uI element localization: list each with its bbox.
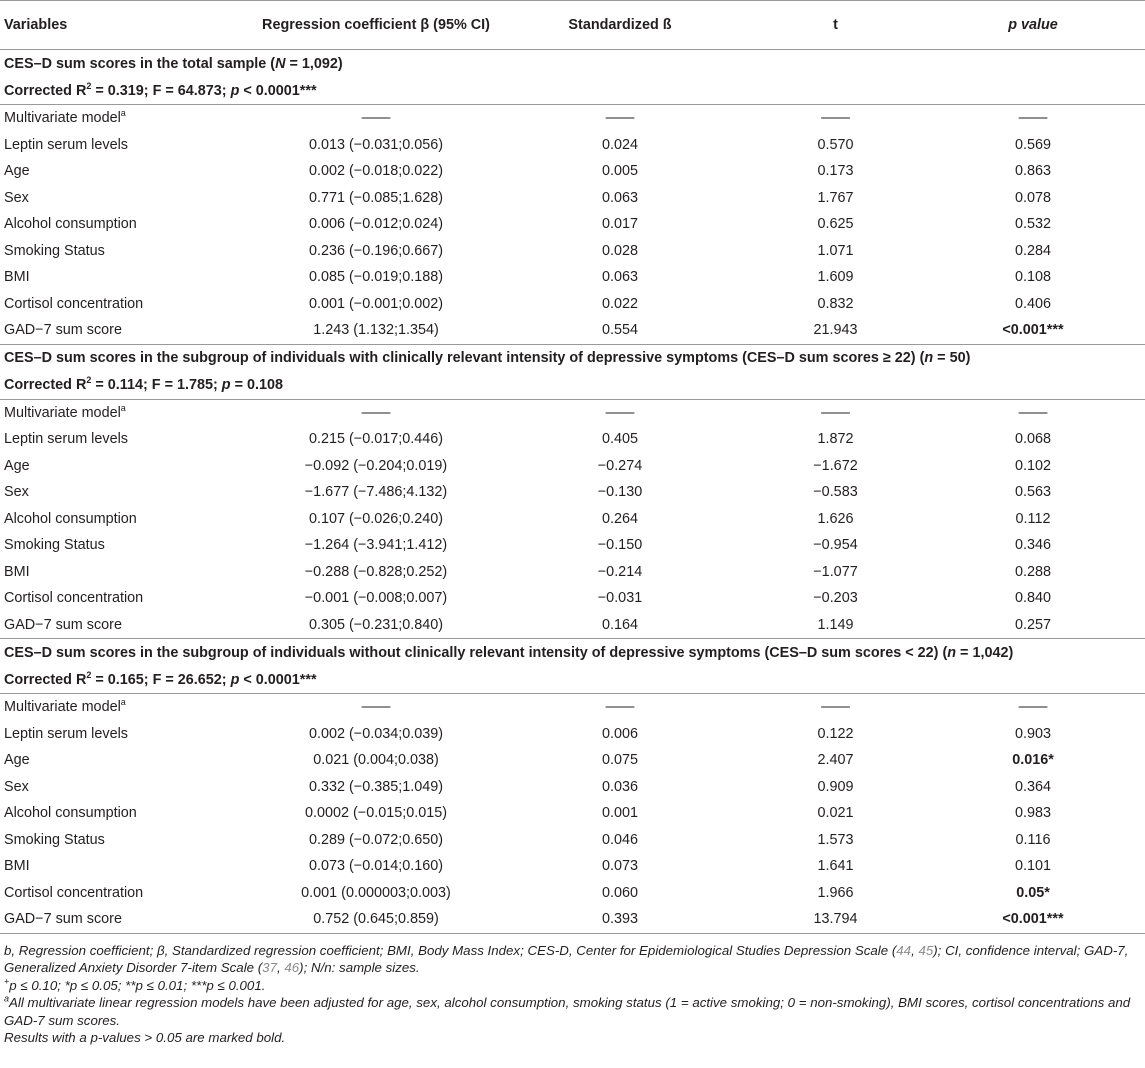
cell-p-value: 0.346 xyxy=(1014,537,1051,554)
cell-t: 0.122 xyxy=(817,725,854,742)
cell-coefficient: 0.289 (−0.072;0.650) xyxy=(308,831,444,848)
cell-t: 1.966 xyxy=(817,884,854,901)
cell-p-value: 0.983 xyxy=(1014,805,1051,822)
cell-p-value: 0.903 xyxy=(1014,725,1051,742)
cell-p-value: 0.101 xyxy=(1014,858,1051,875)
cell-t: —— xyxy=(821,699,850,716)
cell-p-value: 0.112 xyxy=(1015,510,1051,527)
cell-coefficient: —— xyxy=(361,110,391,127)
cell-p-value: 0.563 xyxy=(1014,484,1051,501)
cell-variable: Alcohol consumption xyxy=(4,216,137,233)
table-row xyxy=(0,185,1145,212)
cell-variable: Sex xyxy=(4,778,29,795)
cell-standardized: 0.036 xyxy=(601,778,638,795)
cell-p-value: 0.288 xyxy=(1014,563,1051,580)
cell-coefficient: 0.013 (−0.031;0.056) xyxy=(308,136,444,153)
section-title-row xyxy=(0,639,1145,667)
cell-variable: Leptin serum levels xyxy=(4,431,128,448)
cell-standardized: −0.214 xyxy=(597,563,643,580)
table-row xyxy=(0,426,1145,453)
table-row xyxy=(0,800,1145,827)
cell-p-value: 0.116 xyxy=(1015,831,1051,848)
cell-p-value: <0.001*** xyxy=(921,317,1145,344)
cell-p-value: 0.364 xyxy=(1014,778,1051,795)
cell-coefficient: 0.002 (−0.018;0.022) xyxy=(308,163,444,180)
cell-t: 1.071 xyxy=(817,242,854,259)
table-row xyxy=(0,317,1145,344)
table-header xyxy=(0,1,1145,50)
table-row xyxy=(0,694,1145,721)
cell-t: 1.626 xyxy=(817,510,854,527)
cell-t: 1.149 xyxy=(750,612,921,639)
cell-variable: Leptin serum levels xyxy=(4,725,128,742)
cell-p-value: 0.016* xyxy=(1012,752,1054,769)
cell-standardized: 0.022 xyxy=(601,295,638,312)
cell-standardized: 0.006 xyxy=(601,725,638,742)
cell-t: —— xyxy=(821,404,850,421)
cell-variable: BMI xyxy=(4,563,30,580)
cell-t: −1.672 xyxy=(813,457,858,474)
cell-variable: BMI xyxy=(4,858,30,875)
cell-p-value: 0.863 xyxy=(1014,163,1051,180)
cell-standardized: −0.150 xyxy=(597,537,643,554)
cell-p-value: 0.406 xyxy=(1014,295,1051,312)
cell-coefficient: —— xyxy=(361,404,391,421)
cell-standardized: −0.031 xyxy=(597,590,643,607)
reference-link[interactable]: 44 xyxy=(896,942,912,958)
table-row xyxy=(0,721,1145,748)
cell-variable: Multivariate model$^a$ xyxy=(4,402,126,421)
cell-t: −0.583 xyxy=(813,484,858,501)
cell-p-value: —— xyxy=(1018,110,1048,127)
table-row xyxy=(0,506,1145,533)
cell-variable: Alcohol consumption xyxy=(4,510,137,527)
table-body xyxy=(0,50,1145,934)
cell-variable: Alcohol consumption xyxy=(4,805,137,822)
table-row xyxy=(0,132,1145,159)
cell-standardized: 0.063 xyxy=(601,269,638,286)
cell-variable: Cortisol concentration xyxy=(4,590,144,607)
cell-standardized: 0.028 xyxy=(601,242,638,259)
cell-standardized: 0.046 xyxy=(601,831,638,848)
footnote-significance: +p ≤ 0.10; *p ≤ 0.05; **p ≤ 0.01; ***p ≤ 0.001. xyxy=(4,976,266,993)
cell-standardized: 0.001 xyxy=(601,805,638,822)
table-row xyxy=(0,827,1145,854)
table-row xyxy=(0,238,1145,265)
cell-t: 2.407 xyxy=(817,752,854,769)
cell-variable: Leptin serum levels xyxy=(4,136,128,153)
cell-coefficient: 0.332 (−0.385;1.049) xyxy=(308,778,444,795)
cell-p-value: 0.569 xyxy=(1014,136,1051,153)
cell-variable: Multivariate model$^a$ xyxy=(4,697,126,716)
cell-t: 1.641 xyxy=(817,858,854,875)
section-title: CES–D sum scores in the subgroup of individuals with clinically relevant intensity of depressive symptoms (CES–D sum scores ≥ 22) (n = 50) xyxy=(0,344,1145,372)
cell-p-value: 0.840 xyxy=(1014,590,1051,607)
reference-link[interactable]: 45 xyxy=(918,942,934,958)
cell-variable: Cortisol concentration xyxy=(4,295,144,312)
cell-coefficient: 0.236 (−0.196;0.667) xyxy=(308,242,444,259)
cell-t: 1.573 xyxy=(817,831,854,848)
cell-t: −0.954 xyxy=(813,537,858,554)
cell-t: 0.021 xyxy=(817,805,854,822)
cell-t: 0.909 xyxy=(817,778,854,795)
section-stats-row xyxy=(0,77,1145,105)
table-row xyxy=(0,291,1145,318)
cell-p-value: —— xyxy=(1018,404,1048,421)
cell-coefficient: −0.288 (−0.828;0.252) xyxy=(304,563,448,580)
cell-p-value: 0.108 xyxy=(1014,269,1051,286)
cell-variable: Smoking Status xyxy=(4,831,105,848)
table-row xyxy=(0,559,1145,586)
cell-standardized: —— xyxy=(605,699,635,716)
cell-standardized: −0.130 xyxy=(597,484,643,501)
table-row xyxy=(0,612,1145,639)
table-row xyxy=(0,532,1145,559)
cell-t: 21.943 xyxy=(750,317,921,344)
section-stats: Corrected $R^2 = 0.165$; F = 26.652; p < 0.0001*** xyxy=(0,666,1145,694)
footnote-abbreviations: b, Regression coefficient; β, Standardized regression coefficient; BMI, Body Mass Index; CES-D, Center for Epidemiological Studies Depression Scale (44, 45); CI, confidence interval; GAD-7, Generalized Anxiety Disorder 7-item Scale (37, 46); N/n: sample sizes. xyxy=(4,942,1129,976)
reference-link[interactable]: 37 xyxy=(262,960,277,976)
cell-standardized: 0.017 xyxy=(601,216,638,233)
cell-coefficient: 0.305 (−0.231;0.840) xyxy=(262,612,490,639)
cell-t: 0.832 xyxy=(817,295,854,312)
cell-standardized: 0.005 xyxy=(601,163,638,180)
cell-standardized: —— xyxy=(605,404,635,421)
section-title: CES–D sum scores in the total sample (N = 1,092) xyxy=(4,55,343,72)
cell-t: 0.570 xyxy=(817,136,854,153)
cell-t: 0.173 xyxy=(817,163,854,180)
cell-standardized: 0.060 xyxy=(601,884,638,901)
cell-coefficient: −0.001 (−0.008;0.007) xyxy=(304,590,448,607)
cell-variable: GAD−7 sum score xyxy=(0,612,262,639)
cell-p-value: 0.257 xyxy=(921,612,1145,639)
table-row xyxy=(0,158,1145,185)
cell-coefficient: −1.264 (−3.941;1.412) xyxy=(304,537,448,554)
table-row xyxy=(0,105,1145,132)
cell-p-value: —— xyxy=(1018,699,1048,716)
cell-standardized: 0.554 xyxy=(490,317,750,344)
cell-p-value: 0.102 xyxy=(1014,457,1051,474)
cell-standardized: 0.024 xyxy=(601,136,638,153)
cell-p-value: 0.078 xyxy=(1014,189,1051,206)
section-title: CES–D sum scores in the subgroup of individuals without clinically relevant intensity of depressive symptoms (CES–D sum scores < 22) (n = 1,042) xyxy=(0,639,1145,667)
cell-standardized: 0.164 xyxy=(490,612,750,639)
cell-p-value: <0.001*** xyxy=(921,906,1145,933)
header-p-value: p value xyxy=(921,1,1145,50)
section-stats-row xyxy=(0,372,1145,400)
table-row xyxy=(0,479,1145,506)
table-footnotes xyxy=(0,934,1145,1048)
cell-variable: Smoking Status xyxy=(4,242,105,259)
cell-variable: Age xyxy=(4,752,30,769)
section-title-row xyxy=(0,344,1145,372)
header-coefficient: Regression coefficient β (95% CI) xyxy=(262,1,490,50)
cell-coefficient: —— xyxy=(361,699,391,716)
cell-coefficient: −1.677 (−7.486;4.132) xyxy=(304,484,448,501)
table-row xyxy=(0,747,1145,774)
section-stats: Corrected $R^2 = 0.319$; F = 64.873; p < 0.0001*** xyxy=(0,77,1145,105)
table-row xyxy=(0,585,1145,612)
cell-coefficient: 0.752 (0.645;0.859) xyxy=(262,906,490,933)
section-title-row xyxy=(0,50,1145,78)
cell-p-value: 0.532 xyxy=(1014,216,1051,233)
table-row xyxy=(0,906,1145,933)
cell-t: 1.609 xyxy=(817,269,854,286)
table-row xyxy=(0,774,1145,801)
cell-t: 13.794 xyxy=(750,906,921,933)
header-t: t xyxy=(750,1,921,50)
cell-coefficient: −0.092 (−0.204;0.019) xyxy=(304,457,448,474)
cell-t: −0.203 xyxy=(813,590,858,607)
cell-variable: Age xyxy=(4,163,30,180)
cell-standardized: 0.393 xyxy=(490,906,750,933)
cell-coefficient: 0.107 (−0.026;0.240) xyxy=(308,510,444,527)
cell-variable: Sex xyxy=(4,484,29,501)
cell-t: 1.872 xyxy=(817,431,854,448)
cell-variable: Smoking Status xyxy=(4,537,105,554)
cell-coefficient: 0.006 (−0.012;0.024) xyxy=(308,216,444,233)
header-standardized: Standardized ß xyxy=(490,1,750,50)
cell-t: 1.767 xyxy=(817,189,854,206)
header-variables: Variables xyxy=(0,1,262,50)
table-row xyxy=(0,453,1145,480)
cell-standardized: 0.264 xyxy=(601,510,638,527)
cell-variable: Multivariate model$^a$ xyxy=(4,108,126,127)
cell-coefficient: 1.243 (1.132;1.354) xyxy=(262,317,490,344)
cell-coefficient: 0.001 (0.000003;0.003) xyxy=(301,884,451,901)
reference-link[interactable]: 46 xyxy=(284,960,300,976)
cell-t: −1.077 xyxy=(813,563,858,580)
cell-variable: Cortisol concentration xyxy=(4,884,144,901)
table-row xyxy=(0,853,1145,880)
cell-coefficient: 0.002 (−0.034;0.039) xyxy=(308,725,444,742)
cell-standardized: −0.274 xyxy=(597,457,643,474)
cell-variable: GAD−7 sum score xyxy=(0,906,262,933)
cell-coefficient: 0.001 (−0.001;0.002) xyxy=(308,295,444,312)
cell-variable: GAD−7 sum score xyxy=(0,317,262,344)
cell-standardized: 0.073 xyxy=(601,858,638,875)
cell-variable: Sex xyxy=(4,189,29,206)
cell-t: 0.625 xyxy=(817,216,854,233)
cell-p-value: 0.05* xyxy=(1016,884,1050,901)
section-stats: Corrected $R^2 = 0.114$; F = 1.785; p = 0.108 xyxy=(0,372,1145,400)
cell-coefficient: 0.215 (−0.017;0.446) xyxy=(308,431,444,448)
table-row xyxy=(0,264,1145,291)
table-row xyxy=(0,880,1145,907)
cell-p-value: 0.284 xyxy=(1014,242,1051,259)
cell-standardized: 0.063 xyxy=(601,189,638,206)
table-row xyxy=(0,211,1145,238)
cell-coefficient: 0.073 (−0.014;0.160) xyxy=(308,858,444,875)
cell-coefficient: 0.0002 (−0.015;0.015) xyxy=(304,805,448,822)
cell-standardized: 0.405 xyxy=(601,431,638,448)
footnote-adjustment: $^a$All multivariate linear regression models have been adjusted for age, sex, alcohol consumption, smoking status (1 = active smoking; 0 = non-smoking), BMI scores, cortisol concentrations and GAD-7 sum scores. xyxy=(4,993,1131,1028)
cell-standardized: —— xyxy=(605,110,635,127)
cell-t: —— xyxy=(821,110,850,127)
cell-coefficient: 0.021 (0.004;0.038) xyxy=(313,752,439,769)
table-row xyxy=(0,399,1145,426)
section-stats-row xyxy=(0,666,1145,694)
cell-variable: BMI xyxy=(4,269,30,286)
cell-coefficient: 0.771 (−0.085;1.628) xyxy=(308,189,444,206)
footnote-bold-note: Results with a p-values > 0.05 are marked bold. xyxy=(4,1030,286,1046)
cell-variable: Age xyxy=(4,457,30,474)
cell-standardized: 0.075 xyxy=(601,752,638,769)
cell-coefficient: 0.085 (−0.019;0.188) xyxy=(308,269,444,286)
cell-p-value: 0.068 xyxy=(1014,431,1051,448)
